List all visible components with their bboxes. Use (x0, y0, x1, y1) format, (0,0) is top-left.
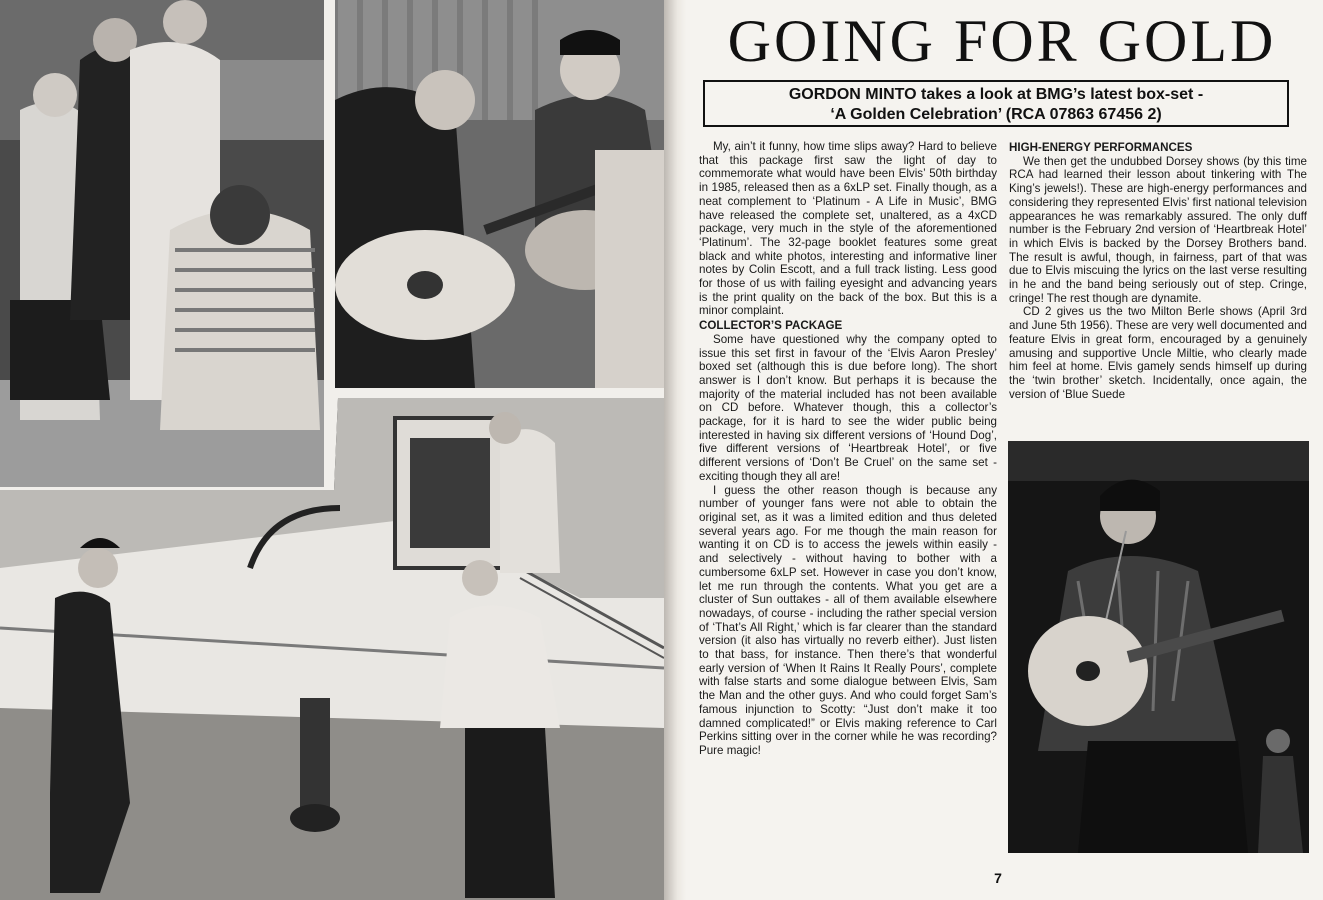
paragraph-milton-berle: CD 2 gives us the two Milton Berle shows (April 3rd and June 5th 1956). These are very well documented and feature Elvis in great form, encouraged by a genuinely amusing and supportive Uncle Miltie, who clearly made him feel at home. Elvis gamely sends himself up during the ‘twin brother’ sketch. Incidentally, once again, the version of ‘Blue Suede (1009, 305, 1307, 401)
section-heading-collectors-package: COLLECTOR’S PACKAGE (699, 319, 843, 333)
paragraph-collectors-2: I guess the other reason though is because any number of younger fans were not able to obtain the original set, as it was a limited edition and thus deleted several years ago. For me though the main reason for wanting it on CD is to access the jewels within easily - and selectively - without having to bother with a cumbersome 6xLP set. However in case you don’t know, let me run through the contents. What you get are a cluster of Sun outtakes - all of them available elsewhere nowadays, of course - including the rather special version of ‘That’s All Right,’ which is far clearer than the standard version (it also has virtually no reverb either). Just listen to that bass, for instance. Then there’s that wonderful early version of ‘When It Rains It Really Pours’, complete with false starts and some dialogue between Elvis, Sam the Man and the other guys. And who could forget Sam’s famous injunction to Scotty: “Just don’t make it too damned complicated!” or Elvis making reference to Carl Perkins sitting over in the corner while he was recording? Pure magic! (699, 483, 997, 757)
photo-stage-performance (1008, 441, 1309, 853)
paragraph-collectors-1: Some have questioned why the company opted to issue this set first in favour of the ‘Elvis Aaron Presley’ boxed set (although this is due before long). The short answer is I don’t know. But perhaps it is because the majority of the material included has not been available on CD before. Whatever though, this a collector’s package, for it is hard to see the wider public being interested in having six different versions of ‘Hound Dog’, five different versions of ‘Heartbreak Hotel’, or five different versions of ‘Don’t Be Cruel’ on the same set - exciting though they all are! (699, 332, 997, 483)
article-subheading-box (703, 80, 1289, 127)
right-page (686, 0, 1323, 900)
paragraph-intro: My, ain’t it funny, how time slips away? Hard to believe that this package first saw the light of day to commemorate what would have been Elvis’ 50th birthday in 1985, released then as a 6xLP set. Finally though, as a neat complement to ‘Platinum - A Life in Music’, BMG have released the complete set, unaltered, as a 4xCD package, very much in the style of the aforementioned ‘Platinum’. The 32-page booklet features some great black and white photos, interesting and informative liner notes by Colin Escott, and a full track listing. Less good for those of us with failing eyesight and advancing years is the print quality on the back of the box. But this is a minor complaint. (699, 140, 997, 318)
photo-studio-group (0, 0, 324, 487)
article-column-left (699, 140, 997, 758)
article-column-right (1009, 140, 1307, 401)
subheading-line-2: ‘A Golden Celebration’ (RCA 07863 67456 2) (830, 106, 1162, 123)
photo-guitar-session (335, 0, 664, 388)
paragraph-dorsey-shows: We then get the undubbed Dorsey shows (by this time RCA had learned their lesson about tinkering with The King’s jewels!). These are high-energy performances and considering they represented Elvis’ first national television appearances he was remarkably assured. The only duff number is the February 2nd version of ‘Heartbreak Hotel’ in which Elvis is backed by the Dorsey Brothers band. The result is awful, though, in fairness, part of that was due to Elvis miscuing the lyrics on the last verse resulting in he and the band being seriously out of step. Cringe, cringe! The rest though are dynamite. (1009, 154, 1307, 305)
article-headline: GOING FOR GOLD (727, 8, 1277, 74)
page-number: 7 (994, 870, 1002, 886)
page-gutter (664, 0, 686, 900)
subheading-line-1: GORDON MINTO takes a look at BMG’s latest box-set - (788, 86, 1204, 103)
section-heading-high-energy: HIGH-ENERGY PERFORMANCES (1009, 141, 1193, 154)
